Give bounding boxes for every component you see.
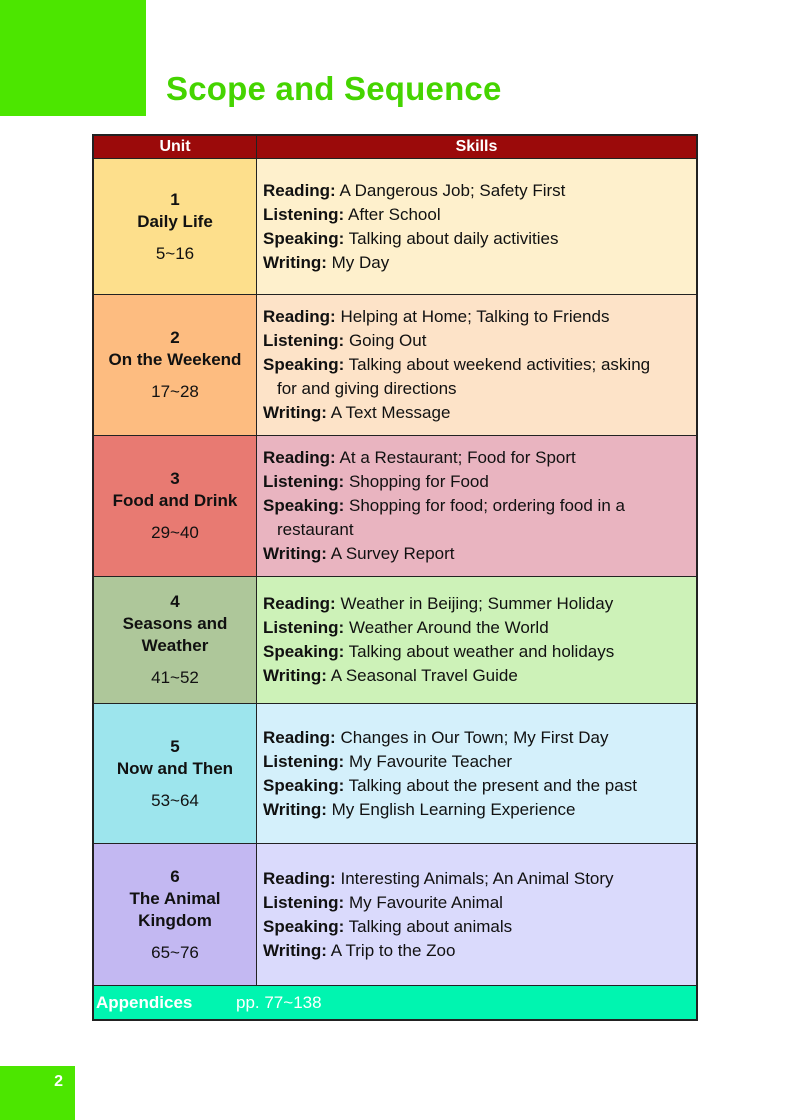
- skill-line: [263, 939, 690, 963]
- skill-line: [263, 750, 690, 774]
- skill-label: Writing:: [263, 666, 327, 685]
- skill-line: [263, 640, 690, 664]
- skill-text: At a Restaurant; Food for Sport: [339, 448, 576, 467]
- skill-text: Talking about daily activities: [348, 228, 559, 248]
- skill-line: [263, 891, 690, 915]
- skill-line: [263, 798, 690, 822]
- unit-pages: 17~28: [151, 382, 199, 401]
- skill-line: [263, 446, 690, 470]
- skill-line: [263, 251, 690, 275]
- skill-text: Weather Around the World: [348, 618, 549, 637]
- skill-label: Writing:: [263, 799, 327, 819]
- skill-text: A Text Message: [330, 403, 451, 422]
- skill-text: Changes in Our Town; My First Day: [340, 727, 609, 747]
- table-header: [94, 136, 696, 159]
- skill-label: Reading:: [263, 180, 336, 200]
- skill-label: Listening:: [263, 204, 345, 224]
- unit-number: 6: [170, 866, 180, 886]
- skill-text: My Favourite Animal: [348, 892, 503, 912]
- skill-line: [263, 867, 690, 891]
- skill-label: Speaking:: [263, 496, 345, 515]
- skill-text: Talking about weekend activities; asking: [348, 355, 651, 374]
- skill-line: [263, 616, 690, 640]
- appendices-row: [94, 986, 696, 1019]
- unit-number: 3: [170, 469, 180, 488]
- skill-label: Listening:: [263, 331, 345, 350]
- skill-label: Listening:: [263, 618, 345, 637]
- skill-label: Speaking:: [263, 775, 345, 795]
- skill-text: Going Out: [348, 331, 427, 350]
- skill-continuation: for and giving directions: [277, 379, 457, 398]
- skill-label: Reading:: [263, 727, 336, 747]
- scope-sequence-table: [92, 134, 698, 1021]
- skill-label: Writing:: [263, 403, 327, 422]
- unit-number: 5: [170, 736, 180, 756]
- skill-text: Talking about weather and holidays: [348, 642, 615, 661]
- unit-cell: [94, 295, 257, 435]
- skill-label: Reading:: [263, 307, 336, 326]
- skills-cell: [257, 704, 696, 843]
- skills-cell: [257, 159, 696, 294]
- skill-label: Speaking:: [263, 228, 345, 248]
- skills-column-header: Skills: [455, 138, 498, 155]
- skill-text: My English Learning Experience: [331, 799, 576, 819]
- skill-text: A Survey Report: [330, 544, 455, 563]
- skill-label: Writing:: [263, 940, 327, 960]
- skills-cell: [257, 436, 696, 576]
- appendices-pages: pp. 77~138: [236, 992, 322, 1012]
- skill-label: Speaking:: [263, 916, 345, 936]
- corner-accent-block: [0, 0, 146, 116]
- unit-pages: 65~76: [151, 942, 199, 962]
- unit-pages: 5~16: [155, 243, 195, 263]
- unit-rows: [94, 159, 696, 986]
- unit-row: [94, 436, 696, 577]
- skill-label: Listening:: [263, 751, 345, 771]
- skill-text: Weather in Beijing; Summer Holiday: [340, 594, 614, 613]
- skill-text: My Day: [331, 252, 390, 272]
- page-number: 2: [54, 1073, 63, 1090]
- skill-text: A Seasonal Travel Guide: [330, 666, 518, 685]
- skill-text: A Dangerous Job; Safety First: [339, 180, 566, 200]
- unit-column-header: Unit: [94, 136, 257, 158]
- unit-row: [94, 704, 696, 844]
- skill-label: Reading:: [263, 594, 336, 613]
- skill-continuation: restaurant: [277, 520, 354, 539]
- page-number-block: [0, 1066, 75, 1120]
- skill-text: Interesting Animals; An Animal Story: [340, 868, 614, 888]
- skill-label: Reading:: [263, 448, 336, 467]
- unit-row: [94, 577, 696, 704]
- unit-number: 1: [170, 189, 180, 209]
- skill-label: Speaking:: [263, 642, 345, 661]
- skill-label: Reading:: [263, 868, 336, 888]
- skill-line: [263, 329, 690, 353]
- skill-line: [263, 179, 690, 203]
- unit-number: 2: [170, 328, 180, 347]
- skill-line: [263, 305, 690, 329]
- skill-line: [263, 915, 690, 939]
- skills-cell: [257, 295, 696, 435]
- skill-line: [263, 494, 690, 518]
- unit-name: Seasons and Weather: [122, 614, 228, 655]
- unit-cell: [94, 436, 257, 576]
- unit-name: Food and Drink: [112, 491, 238, 510]
- unit-cell: [94, 844, 257, 985]
- unit-name: Daily Life: [137, 211, 213, 231]
- unit-row: [94, 295, 696, 436]
- unit-name: On the Weekend: [108, 350, 242, 369]
- skill-text: Talking about the present and the past: [348, 775, 637, 795]
- unit-pages: 29~40: [151, 523, 199, 542]
- skill-text: After School: [348, 204, 441, 224]
- skills-cell: [257, 844, 696, 985]
- unit-name: The Animal Kingdom: [129, 888, 221, 930]
- skill-line: [263, 664, 690, 688]
- skill-line: [263, 401, 690, 425]
- skill-line: [263, 227, 690, 251]
- page-title: Scope and Sequence: [166, 70, 502, 107]
- skill-label: Writing:: [263, 544, 327, 563]
- skill-line: [263, 774, 690, 798]
- skill-text: A Trip to the Zoo: [330, 940, 456, 960]
- skill-line: [263, 726, 690, 750]
- skills-cell: [257, 577, 696, 703]
- unit-pages: 41~52: [151, 668, 199, 687]
- unit-row: [94, 844, 696, 986]
- unit-cell: [94, 159, 257, 294]
- unit-cell: [94, 577, 257, 703]
- skill-line: [263, 592, 690, 616]
- skill-line: [263, 203, 690, 227]
- skill-line: [263, 470, 690, 494]
- skill-label: Listening:: [263, 472, 345, 491]
- skill-label: Speaking:: [263, 355, 345, 374]
- unit-row: [94, 159, 696, 295]
- unit-pages: 53~64: [151, 790, 199, 810]
- skill-line: [263, 353, 690, 377]
- unit-number: 4: [170, 592, 180, 611]
- skill-line: [263, 542, 690, 566]
- skill-text: Shopping for food; ordering food in a: [348, 496, 625, 515]
- unit-cell: [94, 704, 257, 843]
- skill-text: My Favourite Teacher: [348, 751, 513, 771]
- skill-text: Talking about animals: [348, 916, 513, 936]
- skill-label: Writing:: [263, 252, 327, 272]
- skill-text: Helping at Home; Talking to Friends: [340, 307, 610, 326]
- skill-label: Listening:: [263, 892, 345, 912]
- skill-text: Shopping for Food: [348, 472, 489, 491]
- unit-name: Now and Then: [116, 758, 234, 778]
- appendices-label: Appendices: [96, 992, 193, 1012]
